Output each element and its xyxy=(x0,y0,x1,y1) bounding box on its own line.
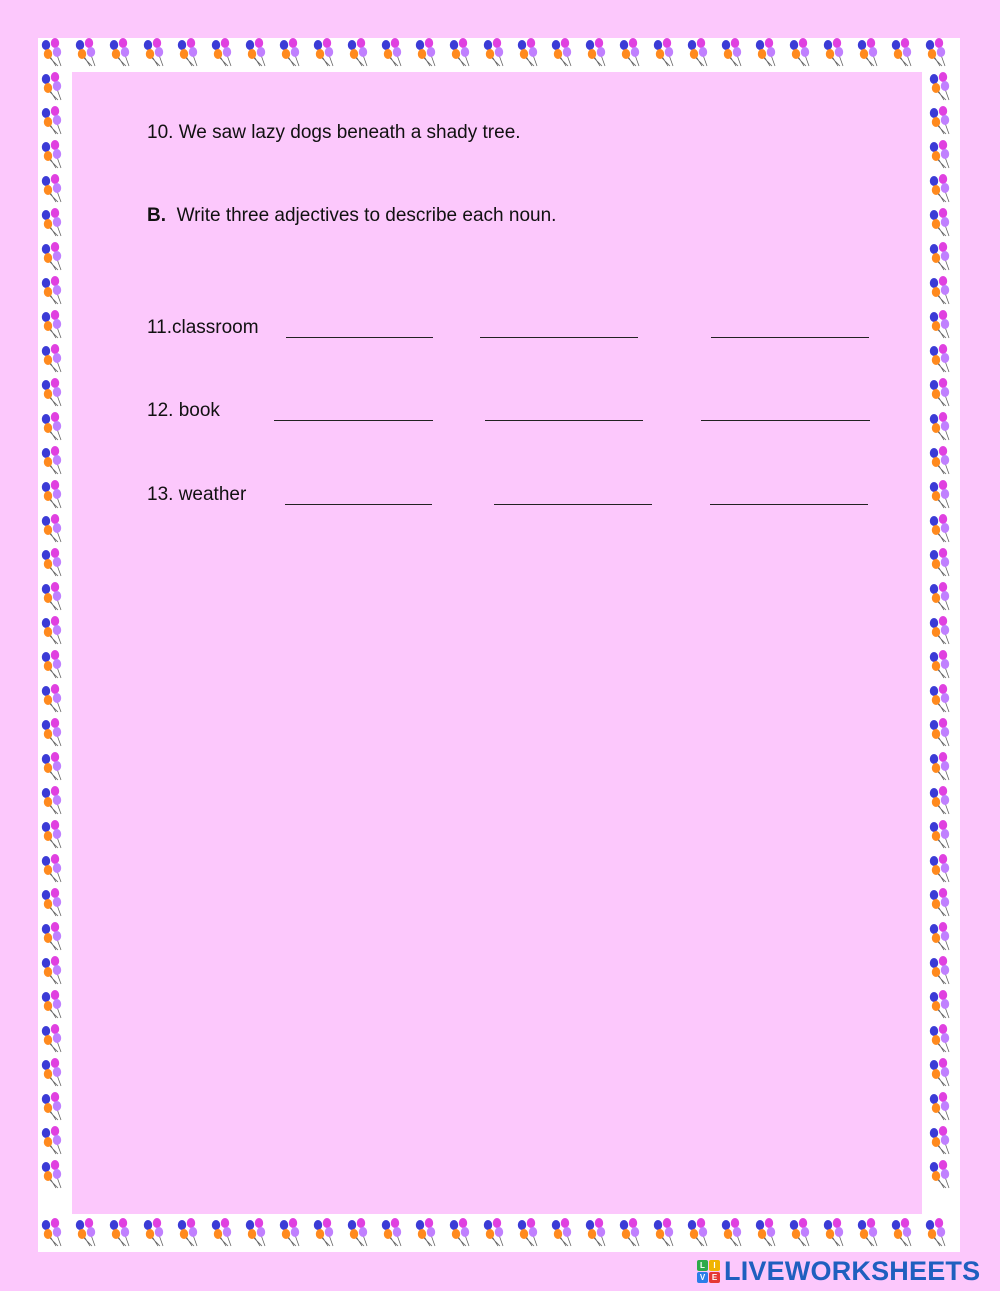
answer-blank-12-2[interactable] xyxy=(485,420,643,421)
item-10-text: 10. We saw lazy dogs beneath a shady tree. xyxy=(147,122,521,143)
section-b-heading xyxy=(147,206,556,225)
answer-blank-12-3[interactable] xyxy=(701,420,870,421)
item-11-label: 11.classroom xyxy=(147,317,259,338)
section-b-instruction: Write three adjectives to describe each noun. xyxy=(176,205,557,226)
item-13-label: 13. weather xyxy=(147,484,247,505)
logo-square-l: L xyxy=(697,1260,708,1271)
liveworksheets-watermark xyxy=(697,1257,980,1285)
answer-blank-12-1[interactable] xyxy=(274,420,433,421)
answer-blank-11-3[interactable] xyxy=(711,337,869,338)
answer-blank-13-2[interactable] xyxy=(494,504,652,505)
liveworksheets-logo-icon xyxy=(697,1260,720,1283)
section-b-letter: B. xyxy=(147,205,166,226)
logo-square-e: E xyxy=(709,1272,720,1283)
item-12-label: 12. book xyxy=(147,400,220,421)
answer-blank-11-1[interactable] xyxy=(286,337,433,338)
answer-blank-13-1[interactable] xyxy=(285,504,432,505)
worksheet-content-panel xyxy=(72,72,922,1214)
logo-square-i: I xyxy=(709,1260,720,1271)
answer-blank-13-3[interactable] xyxy=(710,504,868,505)
answer-blank-11-2[interactable] xyxy=(480,337,638,338)
watermark-text: LIVEWORKSHEETS xyxy=(724,1255,981,1286)
logo-square-v: V xyxy=(697,1272,708,1283)
